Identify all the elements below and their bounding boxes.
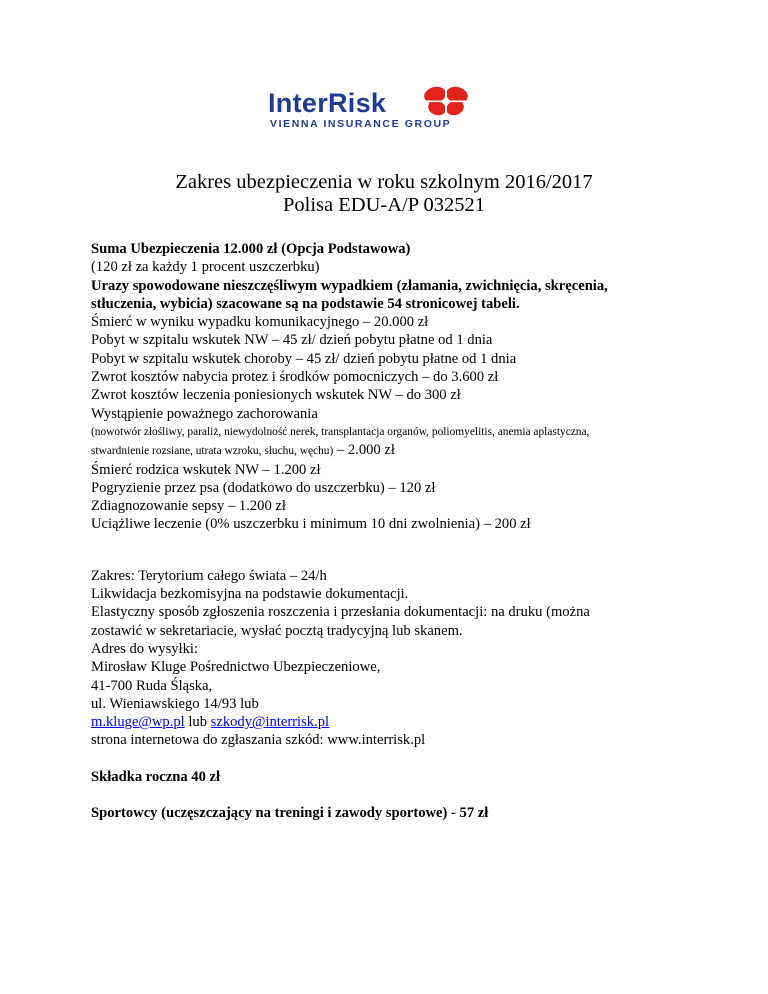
document-title: Zakres ubezpieczenia w roku szkolnym 2016/2017: [175, 171, 593, 193]
logo-tagline: VIENNA INSURANCE GROUP: [270, 118, 452, 130]
coverage-item: Pobyt w szpitalu wskutek NW – 45 zł/ dzień pobytu płatne od 1 dnia: [91, 332, 493, 349]
illness-note-text: stwardnienie rozsiane, utrata wzroku, słuchu, węchu): [91, 445, 334, 458]
coverage-item: Wystąpienie poważnego zachorowania: [91, 405, 318, 422]
injuries-line-1: Urazy spowodowane nieszczęśliwym wypadkiem (złamania, zwichnięcia, skręcenia,: [91, 277, 608, 294]
email-link-szkody[interactable]: szkody@interrisk.pl: [210, 714, 330, 731]
address-company: Mirosław Kluge Pośrednictwo Ubezpieczeniowe,: [91, 659, 381, 676]
liquidation-line: Likwidacja bezkomisyjna na podstawie dokumentacji.: [91, 586, 409, 603]
injuries-line-2: stłuczenia, wybicia) szacowane są na podstawie 54 stronicowej tabeli.: [91, 295, 520, 312]
website-line: strona internetowa do zgłaszania szkód: www.interrisk.pl: [91, 732, 426, 749]
address-label: Adres do wysyłki:: [91, 640, 199, 657]
flexible-line-1: Elastyczny sposób zgłoszenia roszczenia i przesłania dokumentacji: na druku (można: [91, 604, 590, 621]
scope-line: Zakres: Terytorium całego świata – 24/h: [91, 567, 327, 584]
address-street: ul. Wieniawskiego 14/93 lub: [91, 695, 259, 712]
annual-premium: Składka roczna 40 zł: [91, 768, 221, 785]
email-separator: lub: [184, 714, 211, 731]
illness-amount: – 2.000 zł: [333, 442, 395, 459]
coverage-item: Śmierć rodzica wskutek NW – 1.200 zł: [91, 461, 321, 478]
illness-note-line-2: [91, 441, 691, 460]
interrisk-logo: [262, 84, 486, 144]
coverage-item: Uciążliwe leczenie (0% uszczerbku i minimum 10 dni zwolnienia) – 200 zł: [91, 516, 531, 533]
coverage-item: Śmierć w wyniku wypadku komunikacyjnego – 20.000 zł: [91, 314, 429, 331]
policy-number: Polisa EDU-A/P 032521: [283, 194, 485, 216]
sum-insured-heading: Suma Ubezpieczenia 12.000 zł (Opcja Podstawowa): [91, 241, 411, 257]
coverage-item: Zwrot kosztów nabycia protez i środków pomocniczych – do 3.600 zł: [91, 369, 499, 386]
coverage-item: Zdiagnozowanie sepsy – 1.200 zł: [91, 498, 286, 515]
logo-brand-text: InterRisk: [268, 88, 387, 118]
coverage-item: Pogryzienie przez psa (dodatkowo do uszczerbku) – 120 zł: [91, 479, 436, 496]
butterfly-logo-icon: [420, 86, 472, 116]
coverage-item: Pobyt w szpitalu wskutek choroby – 45 zł/ dzień pobytu płatne od 1 dnia: [91, 350, 517, 367]
address-city: 41-700 Ruda Śląska,: [91, 677, 213, 694]
illness-note-line-1: (nowotwór złośliwy, paraliż, niewydolność nerek, transplantacja organów, poliomyelitis, anemia aplastyczna,: [91, 425, 590, 438]
email-link-kluge[interactable]: m.kluge@wp.pl: [91, 714, 185, 731]
document-body: [91, 240, 691, 822]
coverage-item: Zwrot kosztów leczenia poniesionych wskutek NW – do 300 zł: [91, 387, 461, 404]
per-percent-note: (120 zł za każdy 1 procent uszczerbku): [91, 259, 320, 276]
email-line: [91, 713, 691, 731]
athletes-premium: Sportowcy (uczęszczający na treningi i zawody sportowe) - 57 zł: [91, 805, 489, 822]
flexible-line-2: zostawić w sekretariacie, wysłać pocztą tradycyjną lub skanem.: [91, 622, 463, 639]
